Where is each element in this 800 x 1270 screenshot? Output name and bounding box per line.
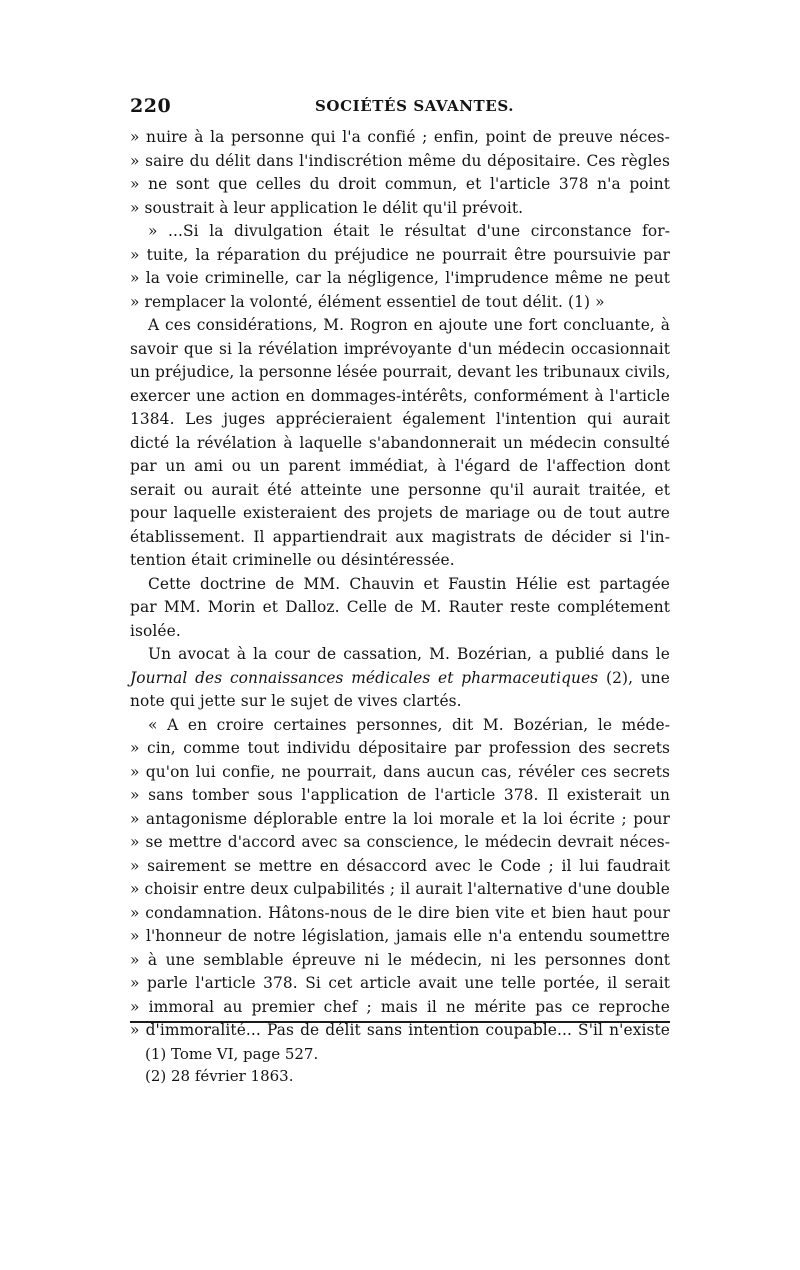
- text-line: » à une semblable épreuve ni le médecin, ni les personnes dont: [130, 950, 670, 969]
- text-line: dicté la révélation à laquelle s'abandonnerait un médecin consulté: [130, 433, 670, 452]
- text-line: pour laquelle existeraient des projets de mariage ou de tout autre: [130, 504, 670, 522]
- text-line: savoir que si la révélation imprévoyante d'un médecin occasionnait: [130, 339, 670, 358]
- text-line: exercer une action en dommages-intérêts, conformément à l'article: [130, 386, 670, 405]
- text-line: » ne sont que celles du droit commun, et l'article 378 n'a point: [130, 175, 670, 193]
- text-line: » remplacer la volonté, élément essentiel de tout délit. (1) »: [130, 292, 605, 311]
- text-line: » condamnation. Hâtons-nous de le dire bien vite et bien haut pour: [130, 903, 670, 922]
- text-line: » cin, comme tout individu dépositaire par profession des secrets: [130, 739, 670, 757]
- text-line: Un avocat à la cour de cassation, M. Bozérian, a publié dans le: [148, 645, 670, 663]
- text-line: par MM. Morin et Dalloz. Celle de M. Rauter reste complétement: [130, 598, 670, 616]
- text-line: » sans tomber sous l'application de l'article 378. Il existerait un: [130, 786, 670, 804]
- text-line: tention était criminelle ou désintéressée.: [130, 551, 455, 569]
- text-line: un préjudice, la personne lésée pourrait, devant les tribunaux civils,: [130, 363, 671, 381]
- text-line: « A en croire certaines personnes, dit M. Bozérian, le méde-: [148, 715, 670, 734]
- footnotes: [145, 1043, 545, 1087]
- running-head: SOCIÉTÉS SAVANTES.: [315, 97, 515, 115]
- text-line: » soustrait à leur application le délit qu'il prévoit.: [130, 198, 524, 217]
- text-line: » se mettre d'accord avec sa conscience, le médecin devrait néces-: [130, 833, 670, 851]
- journal-note-ref: (2), une: [605, 668, 670, 687]
- text-line: » ...Si la divulgation était le résultat d'une circonstance for-: [148, 222, 670, 240]
- text-line: note qui jette sur le sujet de vives clartés.: [130, 692, 462, 710]
- footnote: (1) Tome VI, page 527.: [145, 1045, 319, 1063]
- page-header: [130, 95, 670, 121]
- text-line: » tuite, la réparation du préjudice ne pourrait être poursuivie par: [130, 245, 670, 264]
- text-line: » choisir entre deux culpabilités ; il aurait l'alternative d'une double: [130, 880, 670, 898]
- text-line: A ces considérations, M. Rogron en ajoute une fort concluante, à: [148, 316, 670, 334]
- footnote: (2) 28 février 1863.: [145, 1067, 294, 1085]
- text-line: » d'immoralité... Pas de délit sans intention coupable... S'il n'existe: [130, 1021, 670, 1039]
- text-line: » immoral au premier chef ; mais il ne mérite pas ce reproche: [130, 997, 670, 1016]
- text-line: par un ami ou un parent immédiat, à l'égard de l'affection dont: [130, 457, 670, 475]
- text-line: » l'honneur de notre législation, jamais elle n'a entendu soumettre: [130, 927, 670, 945]
- text-line: établissement. Il appartiendrait aux magistrats de décider si l'in-: [130, 527, 670, 546]
- text-line: » qu'on lui confie, ne pourrait, dans aucun cas, révéler ces secrets: [130, 762, 670, 781]
- text-line: » antagonisme déplorable entre la loi morale et la loi écrite ; pour: [130, 809, 670, 828]
- text-line: » parle l'article 378. Si cet article avait une telle portée, il serait: [130, 974, 670, 992]
- page-number: 220: [130, 95, 172, 117]
- text-line: » la voie criminelle, car la négligence, l'imprudence même ne peut: [130, 269, 670, 287]
- text-line: Cette doctrine de MM. Chauvin et Faustin Hélie est partagée: [148, 574, 670, 593]
- text-line: » sairement se mettre en désaccord avec le Code ; il lui faudrait: [130, 856, 670, 875]
- text-line: serait ou aurait été atteinte une personne qu'il aurait traitée, et: [130, 480, 670, 499]
- text-line: isolée.: [130, 621, 181, 640]
- footnote-divider: [130, 1021, 670, 1023]
- body-text: [130, 126, 670, 1043]
- text-line: » saire du délit dans l'indiscrétion même du dépositaire. Ces règles: [130, 151, 670, 170]
- text-line: » nuire à la personne qui l'a confié ; enfin, point de preuve néces-: [130, 128, 670, 146]
- journal-title: Journal des connaissances médicales et pharmaceutiques: [130, 668, 599, 687]
- text-line: [130, 667, 670, 691]
- text-line: 1384. Les juges apprécieraient également l'intention qui aurait: [130, 410, 670, 428]
